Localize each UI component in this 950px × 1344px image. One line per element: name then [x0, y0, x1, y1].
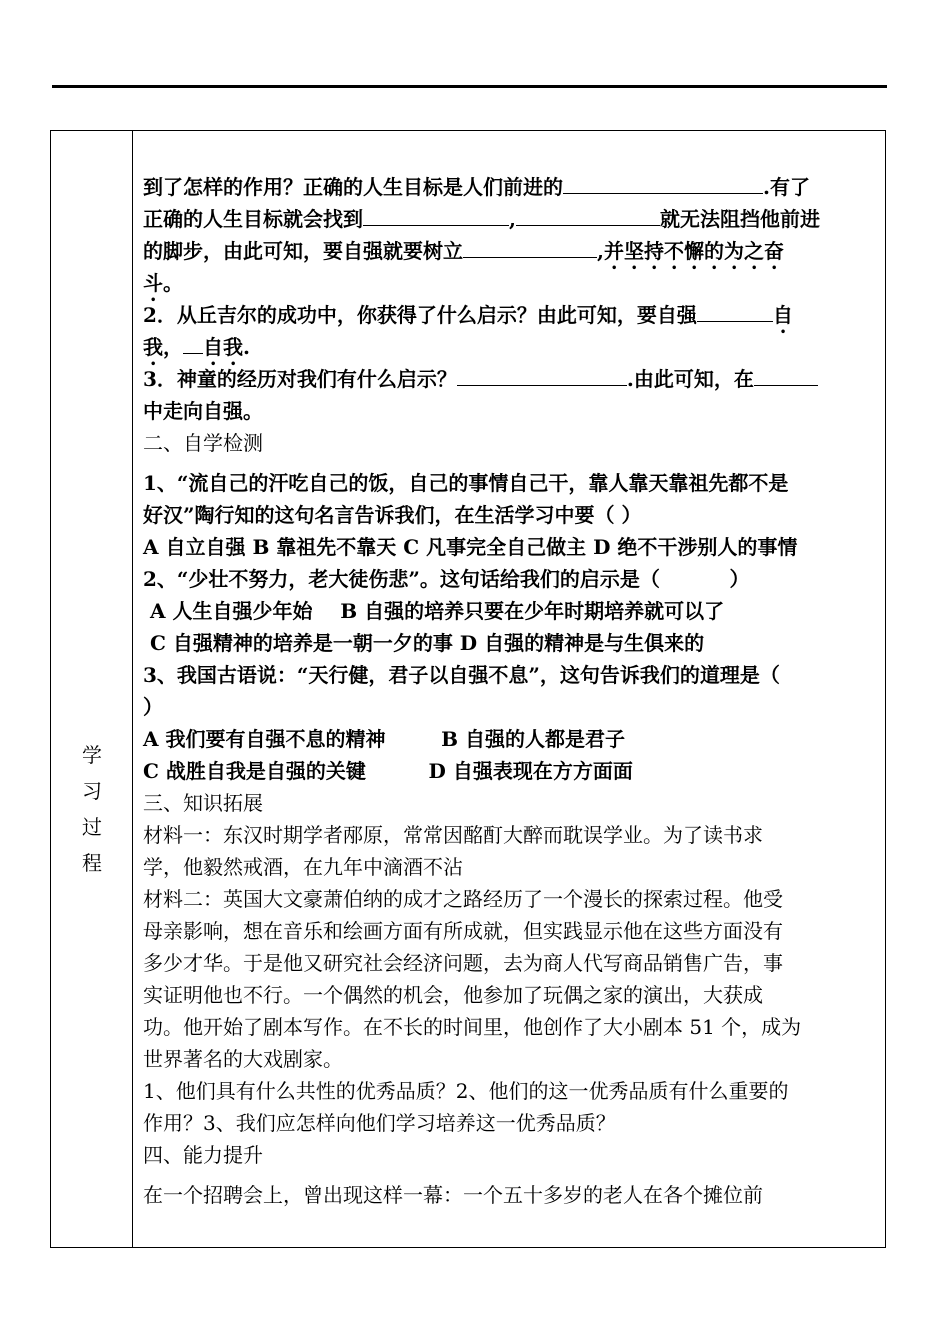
material-line: 学，他毅然戒酒，在九年中滴酒不沾 [143, 855, 463, 879]
answer-options: C 自强精神的培养是一朝一夕的事 D 自强的精神是与生俱来的 [143, 631, 705, 655]
fill-blank[interactable] [363, 203, 509, 226]
answer-options: A 自立自强 B 靠祖先不靠天 C 凡事完全自己做主 D 绝不干涉别人的事情 [143, 535, 798, 559]
answer-options: A 人生自强少年始 B 自强的培养只要在少年时期培养就可以了 [143, 599, 725, 623]
content-cell [143, 171, 881, 1211]
text-line: 的脚步，由此可知，要自强就要树立 ,并坚持不懈的为之奋 [143, 235, 881, 267]
fill-blank[interactable] [754, 363, 818, 386]
question-line: 1、他们具有什么共性的优秀品质？2、他们的这一优秀品质有什么重要的 [143, 1079, 789, 1103]
label-char: 学 [82, 743, 102, 767]
question-line: 作用？3、我们应怎样向他们学习培养这一优秀品质？ [143, 1111, 616, 1135]
fill-blank[interactable] [697, 299, 773, 322]
paragraph-line: 在一个招聘会上，曾出现这样一幕：一个五十多岁的老人在各个摊位前 [143, 1183, 763, 1207]
answer-options: A 我们要有自强不息的精神 B 自强的人都是君子 [143, 727, 626, 751]
header-rule [52, 85, 887, 88]
fill-blank[interactable] [563, 171, 763, 194]
label-char: 过 [82, 815, 102, 839]
material-line: 功。他开始了剧本写作。在不长的时间里，他创作了大小剧本 51 个，成为 [143, 1015, 802, 1039]
material-line: 世界著名的大戏剧家。 [143, 1047, 343, 1071]
question-line: 3、我国古语说：“天行健，君子以自强不息”，这句告诉我们的道理是（ [143, 663, 780, 687]
material-line: 材料一：东汉时期学者邴原，常常因酩酊大醉而耽误学业。为了读书求 [143, 823, 763, 847]
fill-blank[interactable] [183, 331, 203, 354]
material-line: 多少才华。于是他又研究社会经济问题，去为商人代写商品销售广告，事 [143, 951, 783, 975]
question-line: 2、“少壮不努力，老大徒伤悲”。这句话给我们的启示是（ ） [143, 567, 750, 591]
label-char: 程 [82, 851, 102, 875]
section-heading: 三、知识拓展 [143, 791, 263, 815]
worksheet-table [50, 130, 886, 1248]
text-line: 2．从丘吉尔的成功中，你获得了什么启示？由此可知，要自强 自 [143, 299, 881, 331]
question-line: 好汉”陶行知的这句名言告诉我们，在生活学习中要（ ） [143, 503, 642, 527]
question-line: 1、“流自己的汗吃自己的饭，自己的事情自己干，靠人靠天靠祖先都不是 [143, 471, 789, 495]
section-label-cell [51, 131, 133, 1247]
fill-blank[interactable] [463, 235, 597, 258]
material-line: 实证明他也不行。一个偶然的机会，他参加了玩偶之家的演出，大获成 [143, 983, 763, 1007]
section-heading: 四、能力提升 [143, 1143, 263, 1167]
question-line: ） [143, 695, 163, 719]
text-line: 斗。 [143, 271, 183, 295]
fill-blank[interactable] [516, 203, 660, 226]
section-label [51, 737, 133, 881]
section-heading: 二、自学检测 [143, 431, 263, 455]
text-line: 我， 自我. [143, 331, 881, 363]
text-line: 3．神童的经历对我们有什么启示？ .由此可知，在 [143, 363, 881, 395]
text-line: 中走向自强。 [143, 399, 263, 423]
label-char: 习 [82, 779, 102, 803]
text-line: 正确的人生目标就会找到 , 就无法阻挡他前进 [143, 203, 881, 235]
fill-blank[interactable] [457, 363, 627, 386]
answer-options: C 战胜自我是自强的关键 D 自强表现在方方面面 [143, 759, 633, 783]
material-line: 材料二：英国大文豪萧伯纳的成才之路经历了一个漫长的探索过程。他受 [143, 887, 783, 911]
material-line: 母亲影响，想在音乐和绘画方面有所成就，但实践显示他在这些方面没有 [143, 919, 783, 943]
text-line: 到了怎样的作用？正确的人生目标是人们前进的 .有了 [143, 171, 881, 203]
